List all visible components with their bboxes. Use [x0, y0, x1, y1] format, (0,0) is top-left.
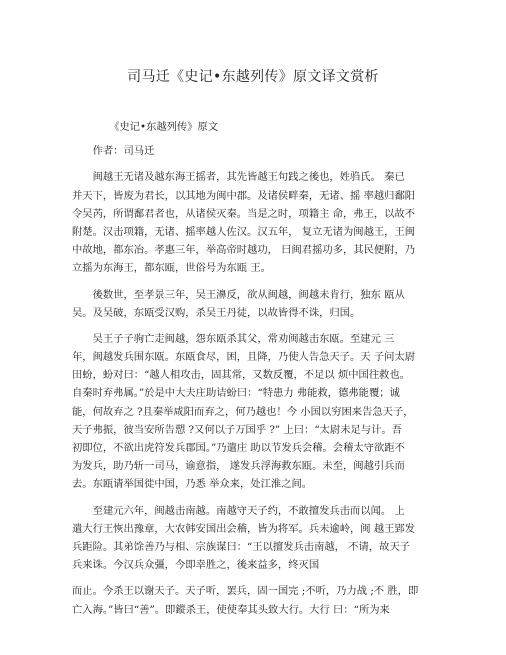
text-line: 自秦时弃弗属。”於是中大夫庄助诘蚡曰：“特患力 弗能救，德弗能覆；诚	[72, 387, 400, 400]
paragraph	[72, 118, 436, 136]
document-body	[72, 118, 436, 619]
text-line: 後数世，至孝景三年，吴王濞反，欲从闽越，闽越未肯行，独东 瓯从	[92, 288, 405, 301]
text-line: 兵来诛。今汉兵众彊，今即幸胜之，後来益多，终灭国	[72, 559, 320, 572]
text-line: 兵距险。其弟馀善乃与相、宗族谋曰：“王以擅发兵击南越， 不请，故天子	[72, 540, 411, 553]
text-line: 附楚。汉击项籍，无诸、摇率越人佐汉。汉五年， 复立无诸为闽越王，王闽	[72, 225, 416, 238]
paragraph	[72, 330, 436, 494]
text-line: 遣大行王恢出豫章，大农韩安国出会稽，皆为将军。兵未逾岭，闽 越王郢发	[72, 522, 416, 535]
text-line: 去。东瓯请举国徙中国，乃悉 举众来，处江淮之间。	[72, 478, 313, 491]
text-line: 立摇为东海王，都东瓯，世俗号为东瓯 王。	[72, 262, 271, 275]
text-line: 《史记•东越列传》原文	[109, 121, 219, 133]
text-line: 令吴芮，所谓鄱君者也，从诸侯灭秦。当是之时，项籍主 命，弗王，以故不	[72, 207, 416, 220]
paragraph	[72, 168, 436, 277]
text-line: 吴王子子驹亡走闽越，怨东瓯杀其父，常劝闽越击东瓯。至建元 三	[92, 332, 395, 345]
text-line: 吴。及吴破，东瓯受汉购，杀吴王丹徒，以故皆得不诛，归国。	[72, 306, 361, 319]
paragraph	[72, 502, 436, 575]
text-line: 为发兵，助乃斩一司马，谕意指， 遂发兵浮海救东瓯。未至，闽越引兵而	[72, 460, 405, 473]
document-title: 司马迁《史记•东越列传》原文译文赏析	[127, 69, 379, 85]
text-line: 初即位，不欲出虎符发兵郡国。”乃遣庄 助以节发兵会稽。会稽太守欲距不	[72, 442, 405, 454]
text-line: 中故地，都东冶。孝惠三年，举高帝时越功， 曰闽君摇功多，其民便附，乃	[72, 244, 416, 257]
text-line: 至建元六年，闽越击南越。南越守天子约，不敢擅发兵击而以闻。 上	[92, 504, 405, 517]
text-line: 而止。今杀王以谢天子。天子听，罢兵，固一国完 ;不听，乃力战 ;不 胜，即	[72, 585, 419, 598]
paragraph	[72, 142, 436, 160]
paragraph	[72, 286, 436, 322]
text-line: 并天下，皆废为君长，以其地为闽中郡。及诸侯畔秦，无诸、摇 率越归鄱阳	[72, 189, 416, 202]
text-line: 年，闽越发兵围东瓯。东瓯食尽，困，且降，乃使人告急天子。天 子问太尉	[72, 351, 416, 364]
paragraph	[72, 582, 436, 618]
text-line: 作者：司马迁	[92, 145, 155, 158]
text-line: 亡入海。”皆曰“善”。即鏦杀王，使使奉其头致大行。大行 曰：“所为来	[72, 603, 390, 616]
text-line: 田蚡，蚡对曰：“越人相攻击，固其常，又数反覆，不足以 烦中国往救也。	[72, 369, 411, 382]
text-line: 闽越王无诸及越东海王摇者，其先皆越王句践之後也，姓驺氏。 秦已	[92, 171, 405, 184]
text-line: 天子弗振，彼当安所告愬 ?又何以子万国乎 ?” 上曰：“太尉未足与计。吾	[72, 423, 402, 436]
text-line: 能，何故弃之 ?且秦举咸阳而弃之，何乃越也！今 小国以穷困来告急天子，	[72, 405, 414, 418]
